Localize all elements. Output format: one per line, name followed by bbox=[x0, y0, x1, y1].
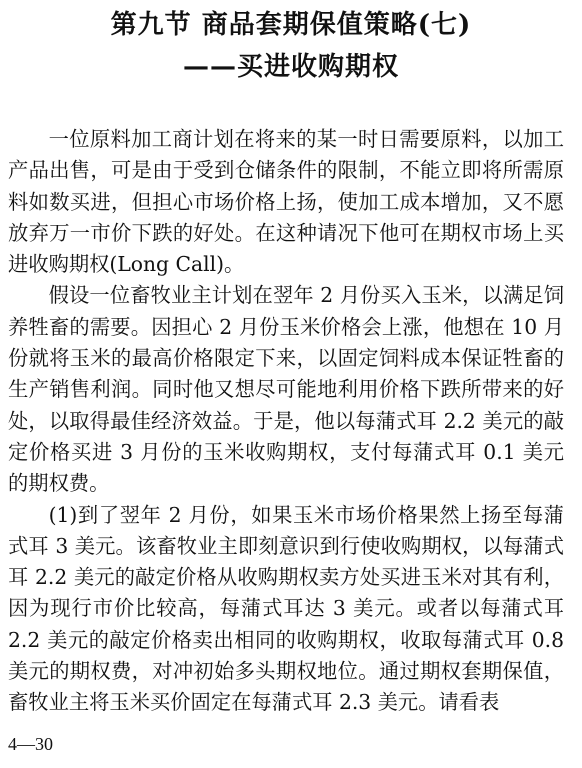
body-text bbox=[8, 124, 564, 719]
paragraph-3: (1)到了翌年 2 月份，如果玉米市场价格果然上扬至每蒲式耳 3 美元。该畜牧业主即刻意识到行使收购期权，以每蒲式耳 2.2 美元的敲定价格从收购期权卖方处买进玉米对其有利，因为现行市价比较高，每蒲式耳达 3 美元。或者以每蒲式耳 2.2 美元的敲定价格卖出相同的收购期权，收取每蒲式耳 0.8 美元的期权费，对冲初始多头期权地位。通过期权套期保值，畜牧业主将玉米买价固定在每蒲式耳 2.3 美元。请看表 bbox=[8, 502, 564, 715]
section-title: 第九节 商品套期保值策略(七) bbox=[110, 10, 472, 40]
section-subtitle: ——买进收购期权 bbox=[182, 52, 399, 82]
paragraph-2: 假设一位畜牧业主计划在翌年 2 月份买入玉米，以满足饲养牲畜的需要。因担心 2 月份玉米价格会上涨，他想在 10 月份就将玉米的最高价格限定下来，以固定饲料成本保证牲畜的生产销售利润。同时他又想尽可能地利用价格下跌所带来的好处，以取得最佳经济效益。于是，他以每蒲式耳 2.2 美元的敲定价格买进 3 月份的玉米收购期权，支付每蒲式耳 0.1 美元的期权费。 bbox=[8, 283, 564, 496]
page-number: 4—30 bbox=[8, 734, 53, 754]
paragraph-1: 一位原料加工商计划在将来的某一时日需要原料，以加工产品出售，可是由于受到仓储条件的限制，不能立即将所需原料如数买进，但担心市场价格上扬，使加工成本增加，又不愿放弃万一市价下跌的好处。在这种请况下他可在期权市场上买进收购期权(Long Call)。 bbox=[8, 127, 564, 277]
